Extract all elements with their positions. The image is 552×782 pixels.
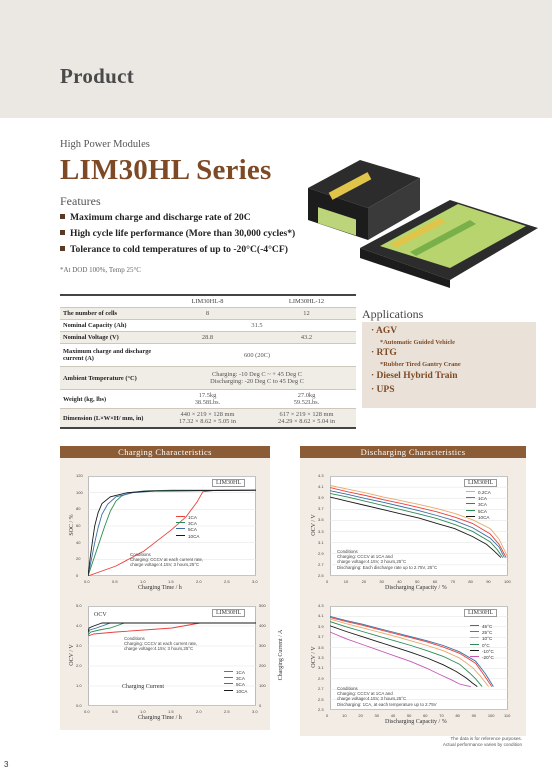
condition-line: Conditions	[337, 549, 358, 554]
y-tick-label: 2.5	[318, 696, 324, 702]
legend-label: 1CA	[478, 496, 487, 502]
legend-label: 3CA	[236, 676, 245, 682]
feature-item: Maximum charge and discharge rate of 20C	[60, 212, 251, 223]
x-tick-label: 10	[342, 713, 347, 718]
legend-label: 10CA	[188, 533, 200, 539]
y-tick-label: 3.1	[318, 539, 324, 545]
x-tick-label: 100	[504, 579, 511, 584]
legend-label: -20°C	[482, 655, 494, 661]
legend-swatch	[470, 631, 479, 632]
legend-swatch	[224, 671, 233, 672]
legend-swatch	[176, 516, 185, 517]
spec-table	[60, 294, 356, 429]
x-tick-label: 40	[397, 579, 402, 584]
legend-item	[470, 655, 494, 661]
x-tick-label: 80	[468, 579, 473, 584]
x-tick-label: 60	[423, 713, 428, 718]
features-heading: Features	[60, 194, 101, 208]
y2-tick-label: 400	[259, 623, 266, 628]
y-tick-label: 120	[76, 473, 83, 478]
battery-module-image	[290, 148, 540, 288]
legend-swatch	[466, 491, 475, 492]
condition-line: Discharging: 1CA, at each temperature up to 2.75V	[337, 701, 437, 707]
y2-tick-label: 300	[259, 643, 266, 648]
page-number: 3	[4, 760, 9, 769]
x-tick-label: 60	[432, 579, 438, 584]
y-tick-label: 20	[76, 556, 81, 562]
y-tick-label: 3.5	[318, 644, 324, 650]
series-line	[88, 623, 256, 632]
x-tick-label: 70	[439, 713, 444, 718]
x-tick-label: 3.0	[252, 579, 258, 584]
table-row: Ambient Temperature (°C) Charging: -10 Deg C ~ + 45 Deg C Discharging: -20 Deg C to 45 Deg C	[60, 367, 356, 390]
y-tick-label: 40	[76, 539, 81, 545]
chart-legend	[176, 515, 200, 540]
y2-tick-label: 0	[259, 703, 262, 708]
series-line	[330, 622, 482, 687]
legend-label: 1CA	[236, 670, 245, 675]
legend-swatch	[470, 656, 479, 657]
legend-item	[224, 689, 248, 695]
legend-label: 45°C	[482, 624, 493, 629]
x-tick-label: 40	[390, 713, 396, 718]
chart-legend	[466, 490, 491, 521]
x-tick-label: 0.5	[112, 709, 118, 714]
y-tick-label: 0	[76, 573, 79, 578]
x-tick-label: 100	[487, 713, 495, 718]
legend-label: 3CA	[188, 521, 197, 527]
chart-annotation: OCV	[94, 612, 107, 618]
legend-swatch	[466, 503, 475, 504]
y-tick-label: 3.7	[318, 634, 324, 640]
x-tick-label: 30	[379, 579, 384, 584]
header-band	[0, 0, 552, 118]
condition-line: Conditions	[337, 686, 358, 691]
series-title: LIM30HL Series	[60, 154, 272, 186]
x-tick-label: 2.5	[224, 579, 230, 584]
discharging-panel-title: Discharging Characteristics	[300, 446, 526, 458]
y-tick-label: 60	[76, 523, 81, 528]
table-row: Dimension (L×W×H/ mm, in) 440 × 219 × 128 mm 17.32 × 8.62 × 5.05 in 617 × 219 × 128 mm 24.29 × 8.62 × 5.04 in	[60, 409, 356, 429]
column-header: LIM30HL-8	[158, 295, 257, 308]
legend-label: 10°C	[482, 636, 493, 642]
x-axis-label: Charging Time / h	[138, 585, 182, 591]
x-tick-label: 0	[326, 579, 329, 584]
legend-swatch	[470, 625, 479, 626]
condition-line: charge voltage:4.15V, 3 hours,25°C	[337, 559, 407, 565]
y-tick-label: 3.3	[318, 655, 324, 660]
table-row: Maximum charge and discharge current (A) 600 (20C)	[60, 344, 356, 367]
x-tick-label: 1.0	[140, 709, 146, 714]
chart-label: LIM30HL	[212, 479, 245, 487]
y-axis-label: OCV / V	[311, 514, 317, 536]
chart-legend	[224, 670, 248, 695]
x-tick-label: 0.0	[84, 579, 90, 584]
legend-swatch	[470, 644, 479, 645]
y2-axis-label: Charging Current / A	[278, 629, 284, 681]
footnote-dod: *At DOD 100%, Temp 25°C	[60, 266, 141, 274]
x-tick-label: 0.5	[112, 579, 118, 584]
x-axis-label: Charging Time / h	[138, 715, 182, 721]
y-tick-label: 2.9	[318, 550, 324, 556]
condition-line: Discharging: Each discharge rate up to 2.75V, 25°C	[337, 564, 438, 570]
x-tick-label: 70	[450, 579, 456, 584]
table-row: The number of cells 8 12	[60, 308, 356, 320]
table-row: Nominal Voltage (V) 28.8 43.2	[60, 332, 356, 344]
condition-line: charge voltage:4.15V, 3 hours,25°C	[337, 696, 407, 702]
series-line	[88, 623, 256, 635]
feature-item: Tolerance to cold temperatures of up to -20°C(-4°CF)	[60, 244, 288, 255]
charging-panel-title: Charging Characteristics	[60, 446, 270, 458]
y-tick-label: 80	[76, 506, 81, 512]
y-tick-label: 4.0	[76, 623, 82, 628]
legend-swatch	[466, 510, 475, 511]
legend-label: 25°C	[482, 630, 493, 636]
x-tick-label: 20	[358, 713, 363, 718]
y-tick-label: 4.3	[318, 603, 324, 608]
legend-swatch	[470, 637, 479, 638]
y-tick-label: 100	[76, 489, 83, 495]
y-tick-label: 2.7	[318, 686, 324, 692]
x-tick-label: 50	[406, 713, 412, 718]
condition-line: charge voltage:4.15V, 3 hours,25°C	[124, 646, 194, 652]
y-tick-label: 0.0	[76, 703, 82, 708]
application-item: · UPS	[371, 385, 395, 395]
chart-label: LIM30HL	[464, 479, 497, 487]
legend-label: -10°C	[482, 648, 494, 654]
x-tick-label: 20	[361, 579, 367, 584]
legend-swatch	[466, 516, 475, 517]
chart-annotation: Charging Current	[122, 684, 165, 690]
y-tick-label: 4.1	[318, 484, 324, 490]
application-item: · RTG	[371, 348, 397, 358]
chart-label: LIM30HL	[212, 609, 245, 617]
page-title: Product	[60, 64, 135, 88]
legend-label: 0°C	[482, 642, 490, 648]
y-axis-label: SOC / %	[69, 514, 75, 536]
x-tick-label: 3.0	[252, 709, 258, 714]
footnote-disclaimer: The data is for reference purposes. Actual performance varies by condition	[442, 736, 522, 747]
legend-swatch	[224, 683, 233, 684]
condition-line: Charging: CCCV at 1CA and	[337, 554, 393, 560]
x-tick-label: 90	[471, 713, 477, 718]
legend-swatch	[176, 522, 185, 523]
condition-line: Conditions	[124, 636, 145, 641]
y-tick-label: 4.3	[318, 473, 324, 478]
legend-item	[466, 515, 491, 521]
x-tick-label: 2.0	[196, 709, 202, 714]
column-header: LIM30HL-12	[257, 295, 356, 308]
legend-swatch	[466, 497, 475, 498]
legend-label: 10CA	[236, 688, 248, 694]
legend-swatch	[224, 690, 233, 691]
y-tick-label: 3.9	[318, 495, 324, 501]
y-tick-label: 1.0	[76, 683, 82, 688]
x-tick-label: 1.5	[168, 709, 174, 714]
chart-conditions	[124, 636, 197, 652]
x-tick-label: 0.0	[84, 709, 90, 714]
x-tick-label: 30	[374, 713, 379, 718]
y-tick-label: 3.0	[76, 643, 82, 648]
x-axis-label: Discharging Capacity / %	[385, 719, 447, 725]
chart-label: LIM30HL	[464, 609, 497, 617]
legend-label: 5CA	[478, 508, 487, 514]
condition-line: Charging: CCCV at each current rate,	[130, 557, 204, 563]
condition-line: Charging: CCCV at each current rate,	[124, 641, 198, 647]
legend-label: 3CA	[478, 502, 487, 508]
y-tick-label: 2.7	[318, 561, 324, 567]
product-subtitle: High Power Modules	[60, 139, 150, 150]
bullet-square-icon	[60, 214, 65, 219]
legend-label: 5CA	[236, 682, 245, 688]
x-tick-label: 2.5	[224, 709, 230, 714]
table-row: Weight (kg, lbs) 17.5kg 38.58Lbs. 27.0kg 59.52Lbs.	[60, 390, 356, 409]
x-tick-label: 10	[343, 579, 349, 584]
application-subtext: *Rubber Tired Gantry Crane	[380, 361, 461, 368]
x-axis-label: Discharging Capacity / %	[385, 585, 447, 591]
x-tick-label: 0	[326, 713, 329, 718]
legend-swatch	[224, 677, 233, 678]
y-tick-label: 3.5	[318, 517, 324, 523]
chart-legend	[470, 624, 494, 661]
y-tick-label: 4.1	[318, 613, 324, 619]
x-tick-label: 1.5	[168, 579, 174, 584]
y-axis-label: OCV / V	[311, 646, 317, 668]
y-tick-label: 5.0	[76, 603, 82, 608]
feature-item: High cycle life performance (More than 30,000 cycles*)	[60, 228, 295, 239]
legend-item	[176, 534, 200, 540]
x-tick-label: 110	[504, 713, 511, 718]
y2-tick-label: 500	[259, 603, 266, 608]
x-tick-label: 50	[415, 579, 420, 584]
series-line	[88, 623, 256, 636]
legend-label: 10CA	[478, 514, 490, 520]
y-tick-label: 2.9	[318, 675, 324, 681]
chart-conditions	[130, 552, 203, 568]
application-item: · AGV	[371, 326, 398, 336]
x-tick-label: 2.0	[196, 579, 202, 584]
y-tick-label: 3.7	[318, 506, 324, 512]
y-tick-label: 3.3	[318, 528, 324, 534]
x-tick-label: 90	[486, 579, 491, 584]
application-subtext: *Automatic Guided Vehicle	[380, 339, 455, 346]
y-tick-label: 3.9	[318, 623, 324, 629]
y-axis-label: OCV / V	[69, 644, 75, 666]
legend-swatch	[176, 528, 185, 529]
condition-line: Conditions	[130, 552, 151, 557]
chart-conditions	[337, 549, 437, 570]
condition-line: Charging: CCCV at 1CA and	[337, 691, 393, 697]
y-tick-label: 2.3	[318, 707, 324, 712]
condition-line: charge voltage:4.15V, 3 hours,25°C	[130, 562, 200, 568]
application-item: · Diesel Hybrid Train	[371, 371, 458, 381]
y-tick-label: 2.5	[318, 573, 324, 578]
x-tick-label: 80	[455, 713, 460, 718]
legend-label: 0.2CA	[478, 490, 491, 495]
applications-heading: Applications	[362, 307, 424, 321]
legend-swatch	[176, 535, 185, 536]
bullet-square-icon	[60, 230, 65, 235]
bullet-square-icon	[60, 246, 65, 251]
x-tick-label: 1.0	[140, 579, 146, 584]
y-tick-label: 3.1	[318, 665, 324, 671]
legend-label: 5CA	[188, 527, 197, 533]
y2-tick-label: 100	[259, 683, 266, 688]
legend-label: 1CA	[188, 515, 197, 520]
legend-swatch	[470, 650, 479, 651]
y-tick-label: 2.0	[76, 663, 82, 668]
table-row: Nominal Capacity (Ah) 31.5	[60, 320, 356, 332]
chart-conditions	[337, 686, 437, 707]
y2-tick-label: 200	[259, 663, 266, 668]
